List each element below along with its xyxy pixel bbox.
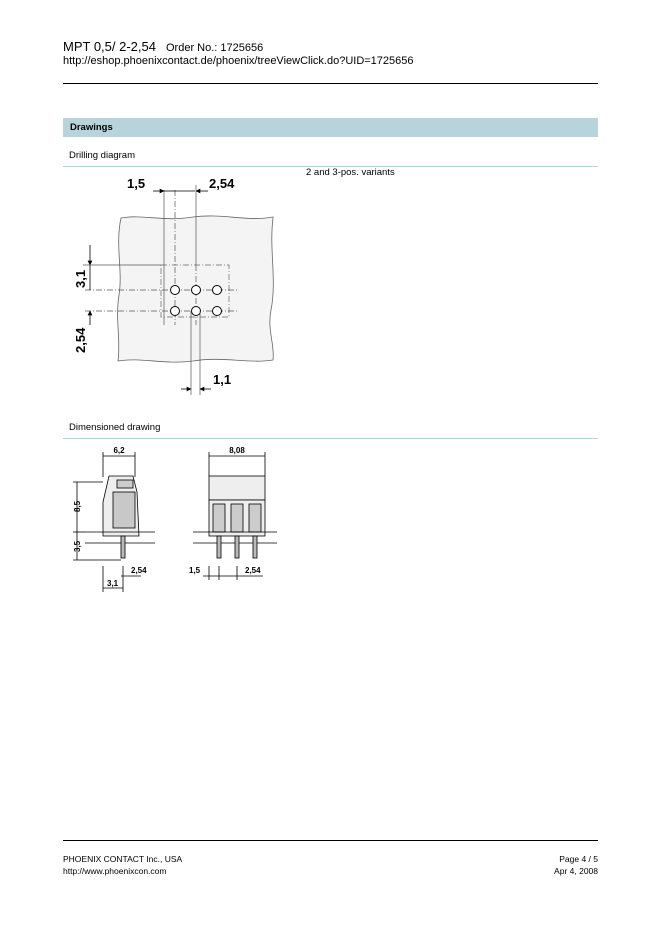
front-offset-label: 1,5 [189, 566, 201, 575]
header-divider [63, 83, 598, 84]
order-number: Order No.: 1725656 [165, 42, 264, 54]
footer-left [63, 853, 182, 877]
footer-divider [63, 840, 598, 841]
side-height-label: 8,5 [73, 500, 82, 512]
drilling-diagram-title: Drilling diagram [69, 150, 135, 161]
dimensioned-drawing [63, 442, 293, 602]
dimensioned-drawing-divider [63, 438, 598, 439]
side-width-label: 6,2 [113, 446, 125, 455]
variants-note: 2 and 3-pos. variants [306, 167, 395, 178]
footer-right [554, 853, 598, 877]
drilling-diagram [63, 170, 293, 400]
page-title [63, 39, 263, 54]
side-pitch-label: 2,54 [131, 566, 147, 575]
product-url[interactable]: http://eshop.phoenixcontact.de/phoenix/treeViewClick.do?UID=1725656 [63, 55, 414, 67]
dim-1-5: 1,5 [127, 176, 146, 191]
dimensioned-drawing-title: Dimensioned drawing [69, 422, 161, 433]
footer-date: Apr 4, 2008 [554, 866, 598, 876]
dim-3-1: 3,1 [73, 269, 88, 288]
dim-1-1: 1,1 [213, 372, 232, 387]
dim-2-54-top: 2,54 [209, 176, 235, 191]
footer-website[interactable]: http://www.phoenixcon.com [63, 866, 167, 876]
footer-company: PHOENIX CONTACT Inc., USA [63, 854, 183, 864]
side-offset-label: 3,1 [107, 579, 119, 588]
section-header-drawings [63, 118, 598, 137]
product-name: MPT 0,5/ 2-2,54 [63, 39, 156, 54]
dim-2-54-left: 2,54 [73, 327, 88, 353]
section-title: Drawings [70, 122, 113, 133]
footer-page: Page 4 / 5 [559, 854, 598, 864]
side-depth-label: 3,5 [73, 540, 82, 552]
front-width-label: 8,08 [229, 446, 245, 455]
front-pitch-label: 2,54 [245, 566, 261, 575]
front-view [193, 452, 277, 580]
